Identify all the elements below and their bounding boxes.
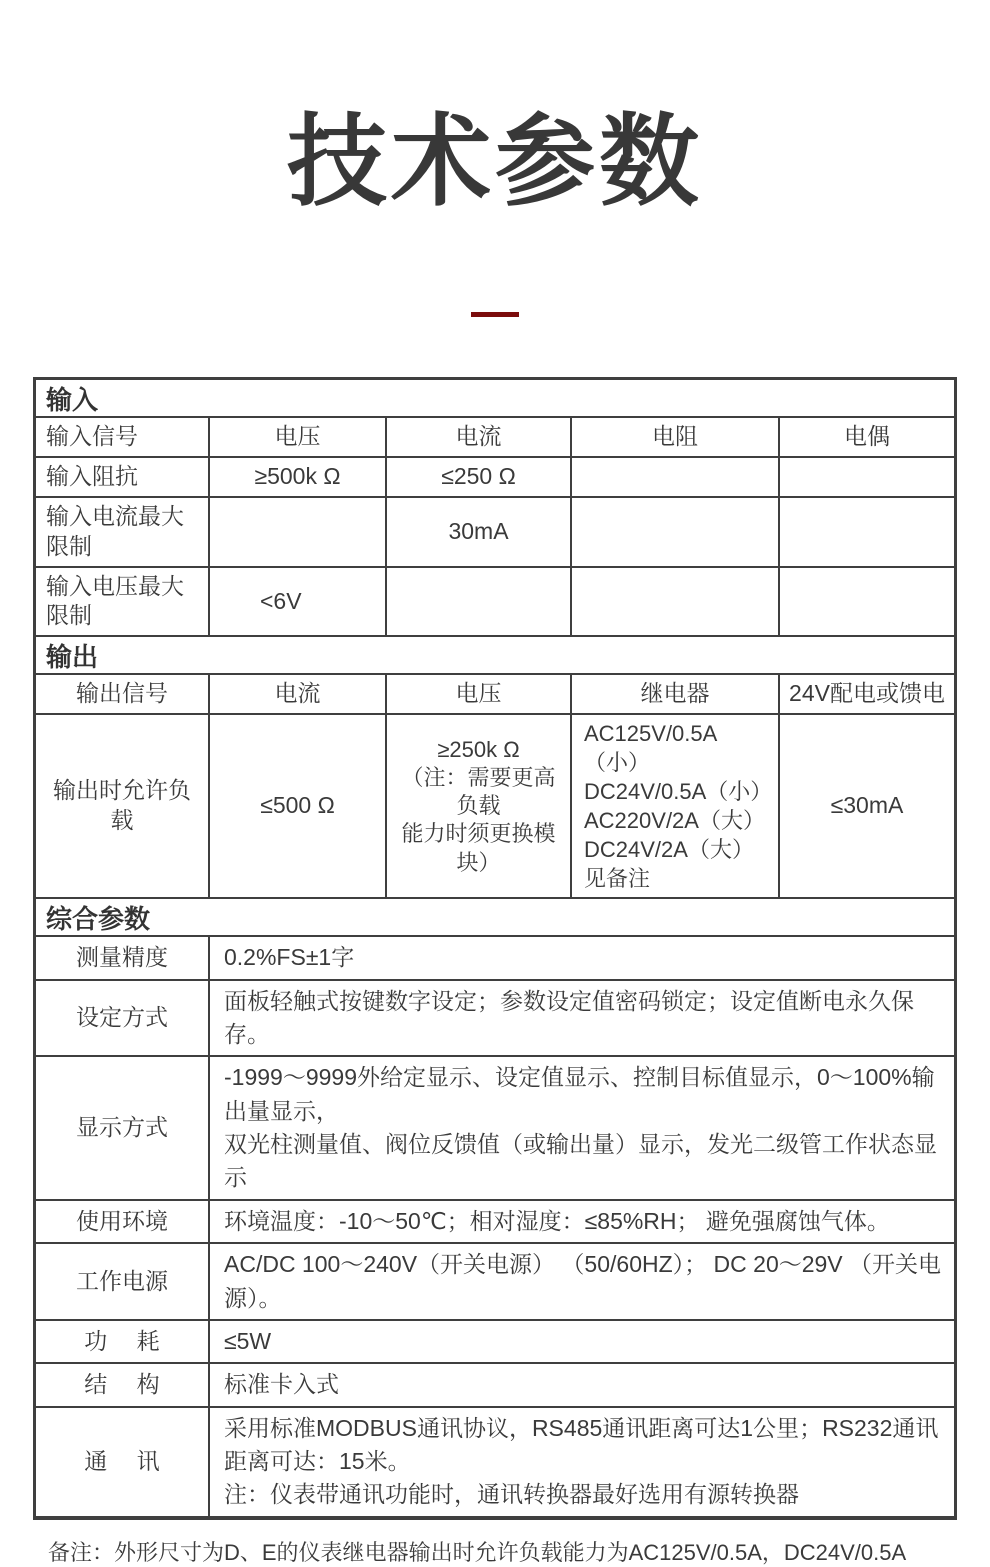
table-cell: 电压: [210, 418, 387, 456]
table-row: [36, 498, 954, 568]
cell-line: （注：需要更高负载: [401, 765, 556, 819]
table-cell: ≤5W: [224, 1327, 272, 1354]
table-cell: 标准卡入式: [224, 1371, 339, 1398]
cell-line: DC24V/0.5A（小）: [584, 779, 773, 805]
table-cell: [210, 1057, 954, 1198]
cell-line: ≥250k Ω: [437, 736, 520, 762]
cell-line: AC220V/2A（大）: [584, 808, 765, 834]
table-cell: [387, 568, 572, 636]
table-cell: 0.2%FS±1字: [224, 944, 355, 971]
table-cell: [210, 1408, 954, 1516]
table-row: [36, 1057, 954, 1200]
table-cell: [572, 458, 780, 496]
row-label: 测量精度: [36, 937, 210, 978]
table-row: [36, 675, 954, 715]
table-cell: 电流: [387, 418, 572, 456]
table-row: [36, 1364, 954, 1407]
footnote: 备注：外形尺寸为D、E的仪表继电器输出时允许负载能力为AC125V/0.5A，DC24V/0.5A: [48, 1539, 907, 1565]
table-cell: [780, 568, 954, 636]
title-divider: [471, 312, 519, 317]
row-label: 显示方式: [36, 1057, 210, 1198]
table-cell: 电压: [387, 675, 572, 713]
row-label: 输出时允许负载: [36, 715, 210, 897]
cell-line: DC24V/2A（大）: [584, 837, 754, 863]
table-cell: 面板轻触式按键数字设定；参数设定值密码锁定；设定值断电永久保存。: [224, 987, 914, 1048]
table-cell: [780, 458, 954, 496]
table-cell: ≤500 Ω: [210, 715, 387, 897]
row-label: 工作电源: [36, 1244, 210, 1319]
table-row: [36, 458, 954, 498]
page-title: 技术参数: [287, 106, 703, 218]
table-row: [36, 1321, 954, 1364]
table-cell: [210, 498, 387, 566]
table-cell: ≥500k Ω: [210, 458, 387, 496]
table-cell: 电阻: [572, 418, 780, 456]
table-cell: [572, 568, 780, 636]
row-label: 结 构: [36, 1364, 210, 1405]
table-cell: 30mA: [387, 498, 572, 566]
table-cell: 环境温度：-10～50℃；相对湿度：≤85%RH； 避免强腐蚀气体。: [224, 1207, 890, 1234]
section-header-input: [36, 380, 954, 418]
table-cell: [572, 498, 780, 566]
section-title: 输入: [46, 384, 99, 415]
table-cell: <6V: [210, 568, 387, 636]
table-cell: [572, 715, 780, 897]
row-label: 输出信号: [36, 675, 210, 713]
table-row: [36, 981, 954, 1058]
row-label: 输入电压最大限制: [36, 568, 210, 636]
table-cell: 电流: [210, 675, 387, 713]
row-label: 输入电流最大限制: [36, 498, 210, 566]
table-cell: 24V配电或馈电: [789, 680, 945, 707]
spec-table: [33, 377, 957, 1520]
cell-line: -1999～9999外给定显示、设定值显示、控制目标值显示，0～100%输出量显示，: [224, 1064, 935, 1124]
row-label: 通 讯: [36, 1408, 210, 1516]
row-label: 输入阻抗: [36, 458, 210, 496]
table-row: [36, 1201, 954, 1244]
table-row: [36, 568, 954, 638]
cell-line: 见备注: [584, 866, 651, 892]
cell-line: AC125V/0.5A（小）: [584, 721, 718, 776]
cell-line: 双光柱测量值、阀位反馈值（或输出量）显示，发光二级管工作状态显示: [224, 1131, 937, 1191]
table-cell: 继电器: [572, 675, 780, 713]
row-label: 输入信号: [36, 418, 210, 456]
table-cell: ≤30mA: [830, 792, 904, 819]
row-label: 功 耗: [36, 1321, 210, 1362]
table-cell: [387, 715, 572, 897]
table-row: [36, 715, 954, 899]
section-title: 综合参数: [46, 903, 151, 934]
table-row: [36, 1408, 954, 1516]
section-header-general: [36, 899, 954, 937]
table-cell: [780, 498, 954, 566]
table-row: [36, 937, 954, 980]
table-row: [36, 418, 954, 458]
section-header-output: [36, 637, 954, 675]
table-row: [36, 1244, 954, 1321]
row-label: 设定方式: [36, 981, 210, 1056]
cell-line: 能力时须更换模块）: [401, 821, 556, 875]
section-title: 输出: [46, 641, 99, 672]
cell-line: 采用标准MODBUS通讯协议，RS485通讯距离可达1公里；RS232通讯距离可达：15米。: [224, 1414, 939, 1474]
table-cell: ≤250 Ω: [387, 458, 572, 496]
cell-line: 注：仪表带通讯功能时，通讯转换器最好选用有源转换器: [224, 1481, 799, 1508]
table-cell: 电偶: [844, 423, 890, 449]
table-cell: AC/DC 100～240V（开关电源） （50/60HZ）； DC 20～29V （开关电源）。: [224, 1251, 942, 1311]
row-label: 使用环境: [36, 1201, 210, 1242]
